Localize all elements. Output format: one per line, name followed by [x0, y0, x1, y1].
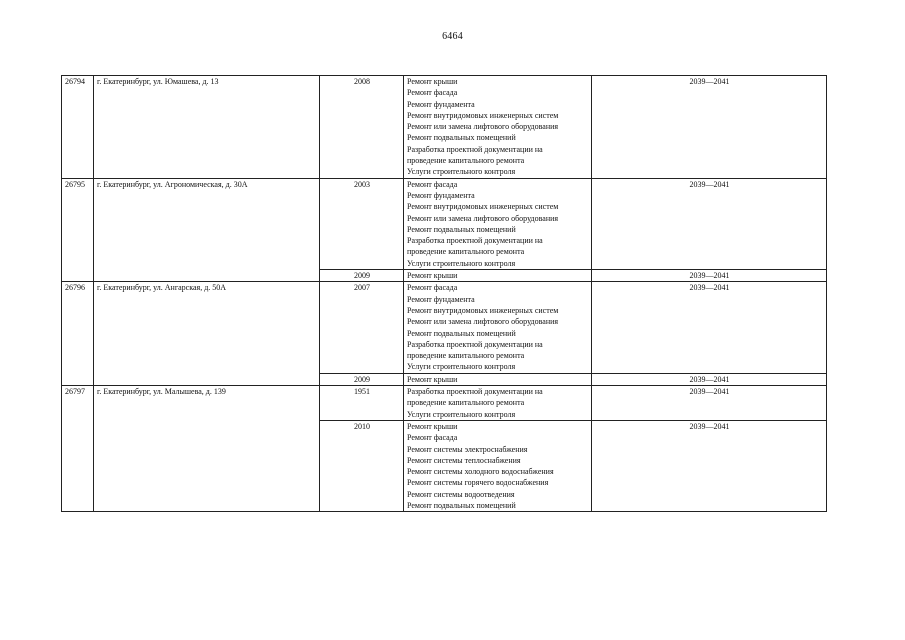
work-item: Ремонт фасада — [407, 433, 458, 443]
capital-repair-table — [61, 75, 827, 512]
work-item: Ремонт внутридомовых инженерных систем — [407, 202, 559, 212]
work-item: Ремонт или замена лифтового оборудования — [407, 213, 559, 223]
work-list — [404, 420, 592, 511]
record-year: 2003 — [320, 178, 404, 269]
table-row — [62, 282, 827, 373]
work-item: Ремонт фундамента — [407, 294, 475, 304]
work-item: Ремонт крыши — [407, 77, 458, 86]
table-body — [62, 76, 827, 512]
work-item: Разработка проектной документации на — [407, 387, 543, 397]
work-item: Ремонт подвальных помещений — [407, 328, 516, 338]
record-year: 2008 — [320, 76, 404, 179]
record-id: 26797 — [62, 386, 94, 512]
work-item: Ремонт системы горячего водоснабжения — [407, 478, 549, 488]
repair-period: 2039—2041 — [592, 282, 827, 373]
record-id: 26794 — [62, 76, 94, 179]
work-item: Услуги строительного контроля — [407, 258, 516, 268]
work-item: Разработка проектной документации на — [407, 339, 543, 349]
work-item: проведение капитального ремонта — [407, 351, 525, 361]
work-list — [404, 282, 592, 373]
record-year: 2007 — [320, 282, 404, 373]
work-item: Ремонт или замена лифтового оборудования — [407, 122, 559, 132]
record-id: 26795 — [62, 178, 94, 282]
record-year: 2009 — [320, 270, 404, 282]
work-item: Ремонт внутридомовых инженерных систем — [407, 110, 559, 120]
work-item: Ремонт системы электроснабжения — [407, 444, 528, 454]
work-item: Ремонт подвальных помещений — [407, 133, 516, 143]
work-list — [404, 386, 592, 421]
record-year: 1951 — [320, 386, 404, 421]
work-item: Ремонт внутридомовых инженерных систем — [407, 305, 559, 315]
repair-period: 2039—2041 — [592, 373, 827, 385]
repair-period: 2039—2041 — [592, 76, 827, 179]
work-item: Ремонт фундамента — [407, 190, 475, 200]
work-item: Ремонт крыши — [407, 271, 458, 281]
work-item: Разработка проектной документации на — [407, 236, 543, 246]
work-item: Ремонт фасада — [407, 283, 458, 293]
record-address: г. Екатеринбург, ул. Юмашева, д. 13 — [94, 76, 320, 179]
page-number: 6464 — [442, 31, 463, 42]
record-address: г. Екатеринбург, ул. Агрономическая, д. 30А — [94, 178, 320, 282]
work-item: Ремонт или замена лифтового оборудования — [407, 317, 559, 327]
work-item: Ремонт системы холодного водоснабжения — [407, 467, 554, 477]
repair-period: 2039—2041 — [592, 270, 827, 282]
work-item: Ремонт подвальных помещений — [407, 500, 516, 510]
work-item: Услуги строительного контроля — [407, 362, 516, 372]
work-item: Ремонт крыши — [407, 421, 458, 431]
work-list — [404, 178, 592, 269]
work-item: Ремонт фасада — [407, 179, 458, 189]
work-item: проведение капитального ремонта — [407, 398, 525, 408]
repair-period: 2039—2041 — [592, 178, 827, 269]
work-item: Разработка проектной документации на — [407, 144, 543, 154]
work-item: Ремонт крыши — [407, 374, 458, 384]
work-item: Услуги строительного контроля — [407, 409, 516, 419]
work-item: Ремонт подвальных помещений — [407, 224, 516, 234]
record-year: 2009 — [320, 373, 404, 385]
record-address: г. Екатеринбург, ул. Ангарская, д. 50А — [94, 282, 320, 386]
work-item: Услуги строительного контроля — [407, 167, 516, 177]
record-year: 2010 — [320, 420, 404, 511]
table-row — [62, 76, 827, 179]
table-row — [62, 178, 827, 269]
repair-period: 2039—2041 — [592, 386, 827, 421]
work-item: Ремонт системы водоотведения — [407, 489, 515, 499]
work-item: проведение капитального ремонта — [407, 247, 525, 257]
work-list — [404, 373, 592, 385]
table-row — [62, 386, 827, 421]
work-item: проведение капитального ремонта — [407, 156, 525, 166]
work-item: Ремонт фундамента — [407, 99, 475, 109]
work-item: Ремонт фасада — [407, 88, 458, 98]
record-address: г. Екатеринбург, ул. Малышева, д. 139 — [94, 386, 320, 512]
repair-period: 2039—2041 — [592, 420, 827, 511]
work-list — [404, 270, 592, 282]
work-list — [404, 76, 592, 179]
work-item: Ремонт системы теплоснабжения — [407, 455, 521, 465]
record-id: 26796 — [62, 282, 94, 386]
